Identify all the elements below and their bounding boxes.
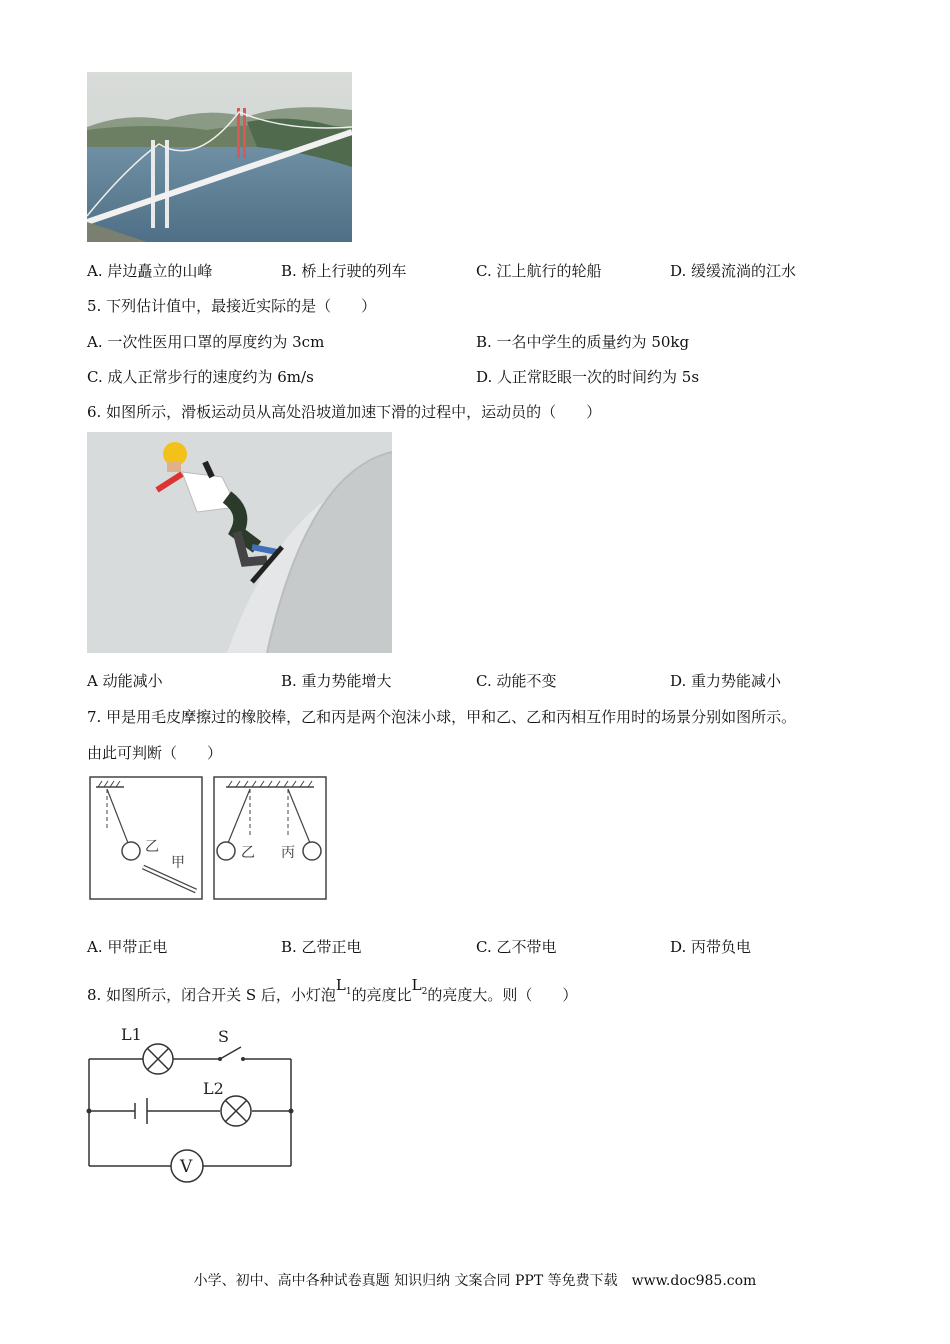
- q7-stem-line1: 7. 甲是用毛皮摩擦过的橡胶棒，乙和丙是两个泡沫小球，甲和乙、乙和丙相互作用时的场景分别如图所示。: [87, 708, 797, 726]
- q8-stem-part1: 8. 如图所示，闭合开关 S 后，小灯泡: [87, 986, 336, 1004]
- q6-option-a: A 动能减小: [87, 672, 163, 690]
- q6-option-c: C. 动能不变: [476, 672, 557, 690]
- q6-option-d: D. 重力势能减小: [670, 672, 782, 690]
- circuit-label-l2: L2: [203, 1079, 224, 1098]
- q4-option-d: D. 缓缓流淌的江水: [670, 262, 797, 280]
- q4-option-b: B. 桥上行驶的列车: [281, 262, 407, 280]
- q5-option-a: A. 一次性医用口罩的厚度约为 3cm: [87, 333, 325, 351]
- skateboarder-photo: [87, 432, 392, 653]
- q7-option-d: D. 丙带负电: [670, 938, 752, 956]
- bridge-photo: [87, 72, 352, 242]
- voltmeter-label: V: [180, 1157, 193, 1177]
- q4-option-a: A. 岸边矗立的山峰: [87, 262, 213, 280]
- q6-option-b: B. 重力势能增大: [281, 672, 392, 690]
- q8-stem-part3: 的亮度大。则（ ）: [427, 986, 578, 1004]
- lamp-l1-symbol: $L_1$: [335, 976, 352, 997]
- page-footer: 小学、初中、高中各种试卷真题 知识归纳 文案合同 PPT 等免费下载 www.doc985.com: [193, 1273, 757, 1289]
- q7-option-a: A. 甲带正电: [87, 938, 168, 956]
- q7-option-c: C. 乙不带电: [476, 938, 557, 956]
- q7-stem-line2: 由此可判断（ ）: [87, 744, 223, 762]
- circuit-label-s: S: [218, 1027, 229, 1046]
- q5-option-b: B. 一名中学生的质量约为 50kg: [476, 333, 690, 351]
- fig-label-bing: 丙: [281, 845, 295, 861]
- lamp-l2-symbol: $L_2$: [411, 976, 428, 997]
- q5-stem: 5. 下列估计值中，最接近实际的是（ ）: [87, 297, 377, 315]
- q7-option-b: B. 乙带正电: [281, 938, 362, 956]
- charge-interaction-figure: [88, 775, 333, 903]
- q6-stem: 6. 如图所示，滑板运动员从高处沿坡道加速下滑的过程中，运动员的（ ）: [87, 403, 602, 421]
- q5-option-c: C. 成人正常步行的速度约为 6m/s: [87, 368, 314, 386]
- fig-label-yi-1: 乙: [145, 839, 159, 855]
- q8-stem-part2: 的亮度比: [351, 986, 412, 1004]
- q4-option-c: C. 江上航行的轮船: [476, 262, 602, 280]
- fig-label-jia: 甲: [171, 855, 185, 871]
- circuit-label-l1: L1: [121, 1025, 142, 1044]
- q8-stem: [87, 976, 578, 1007]
- fig-label-yi-2: 乙: [241, 845, 255, 861]
- q5-option-d: D. 人正常眨眼一次的时间约为 5s: [476, 368, 700, 386]
- circuit-diagram: [85, 1022, 300, 1187]
